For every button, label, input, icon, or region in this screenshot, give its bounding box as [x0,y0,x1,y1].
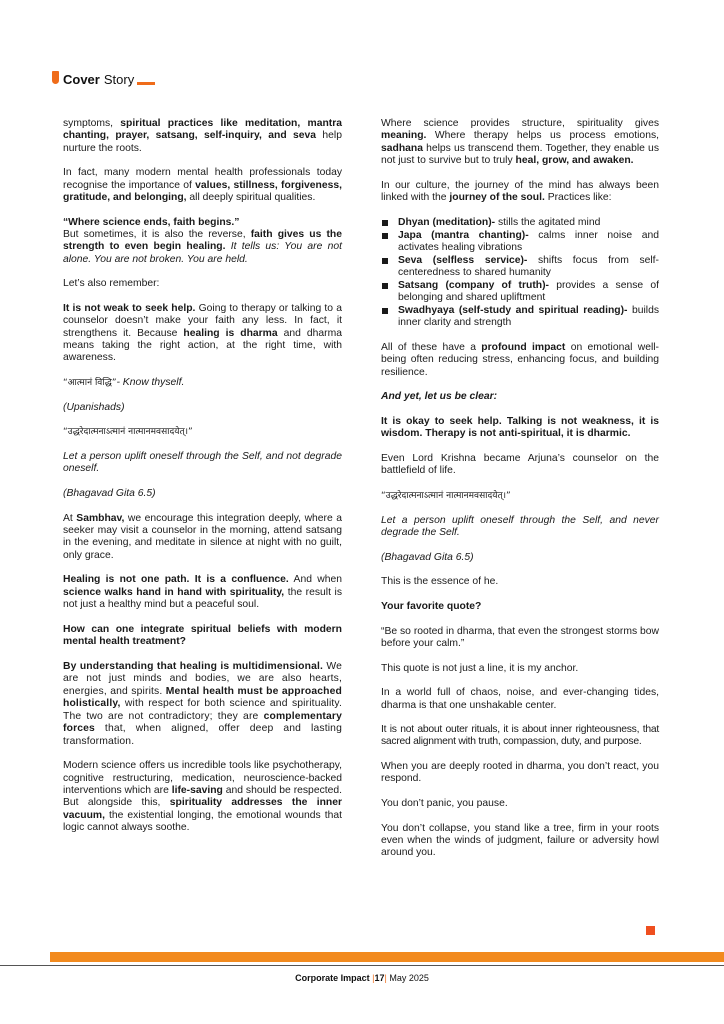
publication-name: Corporate Impact [295,973,370,983]
sanskrit-quote: “आत्मानं विद्धि”- Know thyself. [63,376,185,388]
page-footer: Corporate Impact |17| May 2025 [295,973,429,983]
paragraph: Even Lord Krishna became Arjuna’s counselor on the battlefield of life. [381,453,659,477]
list-item: Japa (mantra chanting)- calms inner noise and activates healing vibrations [381,230,659,255]
paragraph: Where science provides structure, spirituality gives meaning. Where therapy helps us process emotions, sadhana helps us transcend them. Together, they enable us not just to survive but to truly heal, grow, and awaken. [381,118,659,167]
section-header [52,65,155,87]
list-item: Dhyan (meditation)- stills the agitated mind [381,217,659,229]
list-item: Seva (selfless service)- shifts focus from self-centeredness to shared humanity [381,255,659,280]
interview-question: Your favorite quote? [381,600,482,612]
paragraph: You don’t collapse, you stand like a tree, firm in your roots even when the winds of judgment, failure or adversity howl around you. [381,822,659,859]
quote-source: (Bhagavad Gita 6.5) [63,487,156,499]
practices-list [381,217,659,330]
paragraph: Healing is not one path. It is a confluence. And when science walks hand in hand with spirituality, the result is not just a healthy mind but a peaceful soul. [63,574,343,610]
paragraph: It is okay to seek help. Talking is not weakness, it is wisdom. Therapy is not anti-spiritual, it is dharmic. [381,416,659,440]
paragraph: In fact, many modern mental health professionals today recognise the importance of values, stillness, forgiveness, gratitude, and belonging, all deeply spiritual qualities. [63,167,342,204]
list-item: Satsang (company of truth)- provides a sense of belonging and shared upliftment [381,280,659,305]
page-number: 17 [374,973,385,983]
paragraph: In our culture, the journey of the mind has always been linked with the journey of the soul. Practices like: [381,179,659,204]
left-column [63,118,342,847]
issue-date: May 2025 [389,973,429,983]
paragraph: When you are deeply rooted in dharma, you don’t react, you respond. [381,761,659,785]
right-column [381,118,659,872]
sanskrit-quote: “उद्धरेदात्मनाऽत्मानं नात्मानमवसादयेत्।” [381,490,511,501]
subheading: And yet, let us be clear: [381,391,498,403]
interview-question: How can one integrate spiritual beliefs with modern mental health treatment? [63,623,342,647]
paragraph: Let’s also remember: [63,278,160,290]
section-label: Story [103,72,135,87]
sanskrit-quote: “उद्धरेदात्मनाऽत्मानं नात्मानमवसादयेत्।” [63,427,193,438]
bookmark-icon [52,71,59,84]
paragraph: It is not weak to seek help. Going to therapy or talking to a counselor doesn’t make your faith any less. In fact, it strengthens it. Because healing is dharma and dharma means taking the right action, at the right time, with awareness. [63,302,342,364]
paragraph: You don’t panic, you pause. [381,798,508,810]
paragraph: At Sambhav, we encourage this integration deeply, where a seeker may visit a counselor in the morning, attend satsang in the evening, and meditate in silence at night with no guilt, only grace. [63,512,343,561]
paragraph: By understanding that healing is multidimensional. We are not just minds and bodies, we are also hearts, energies, and spirits. Mental health must be approached holistically, with respect for both science and spirituality. The two are not contradictory; they are complementary forces that, when aligned, offer deep and lasting transformation. [63,660,342,747]
section-label-bold: Cover [63,72,100,87]
favorite-quote: “Be so rooted in dharma, that even the strongest storms bow before your calm.” [381,625,659,649]
footer-accent-bar [50,952,724,962]
end-of-article-square [646,926,655,935]
paragraph: It is not about outer rituals, it is about inner righteousness, that sacred alignment with truth, compassion, duty, and purpose. [381,724,659,748]
paragraph: This quote is not just a line, it is my anchor. [381,662,579,674]
paragraph: symptoms, spiritual practices like meditation, mantra chanting, prayer, satsang, self-inquiry, and seva help nurture the roots. [63,118,342,154]
paragraph: In a world full of chaos, noise, and ever-changing tides, dharma is that one unshakable center. [381,687,659,711]
quote-translation: Let a person uplift oneself through the Self, and never degrade the Self. [381,514,659,538]
list-item: Swadhyaya (self-study and spiritual reading)- builds inner clarity and strength [381,305,659,330]
quote-translation: Let a person uplift oneself through the Self, and not degrade oneself. [63,450,342,475]
paragraph: All of these have a profound impact on emotional well-being often reducing stress, enhancing focus, and building resilience. [381,342,659,378]
paragraph: Modern science offers us incredible tools like psychotherapy, cognitive restructuring, medication, neuroscience-backed interventions which are life-saving and should be respected. But alongside this, spirituality addresses the inner vacuum, the existential longing, the emotional wounds that logic cannot always soothe. [63,760,342,834]
paragraph: This is the essence of he. [381,576,499,588]
paragraph: “Where science ends, faith begins.” But sometimes, it is also the reverse, faith gives us the strength to even begin healing. It tells us: You are not alone. You are not broken. You are held. [63,216,343,265]
footer-divider [0,965,724,966]
quote-source: (Upanishads) [63,401,125,413]
quote-source: (Bhagavad Gita 6.5) [381,551,474,563]
subheading: “Where science ends, faith begins.” [63,216,240,228]
header-accent-bar [137,82,155,85]
